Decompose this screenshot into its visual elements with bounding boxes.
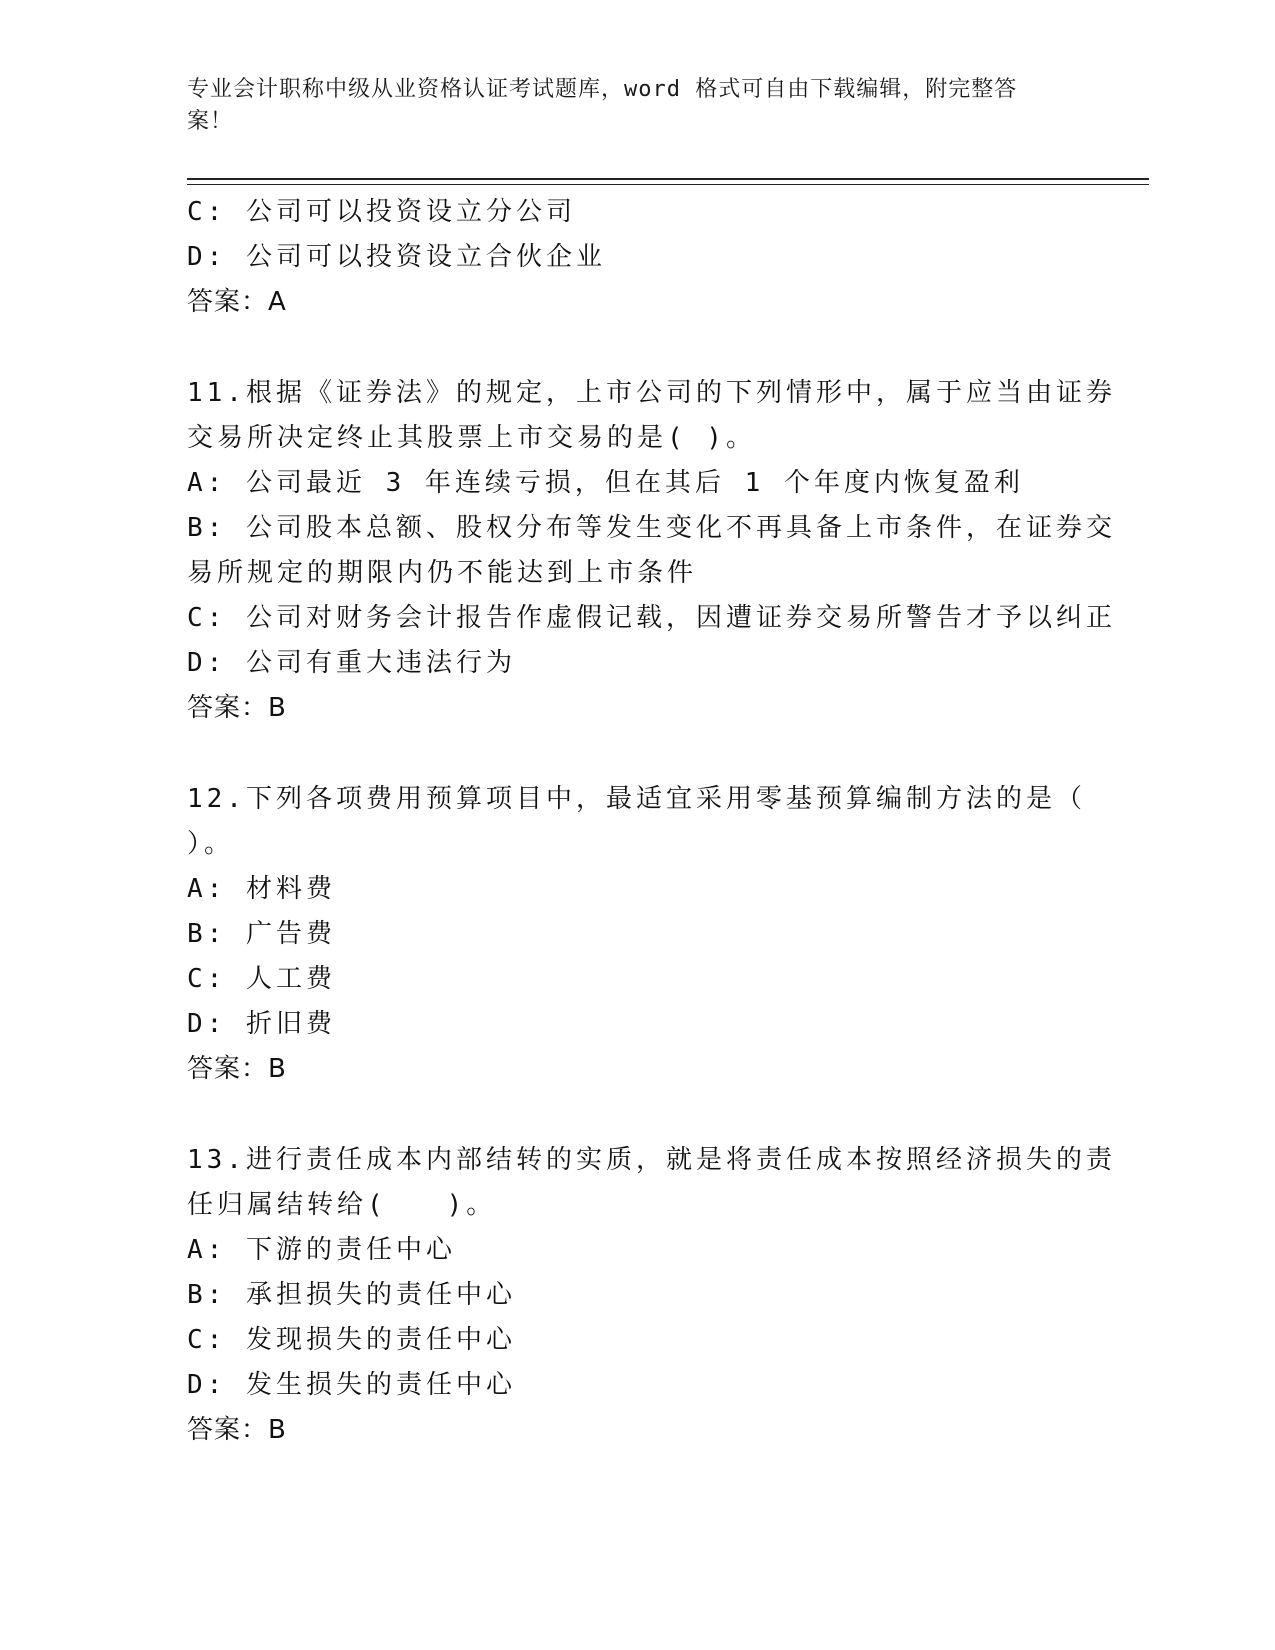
- header-line: 案！: [187, 109, 234, 134]
- option-a: A: 下游的责任中心: [187, 1235, 456, 1265]
- question-stem: 11.根据《证券法》的规定，上市公司的下列情形中，属于应当由证券: [187, 378, 1116, 408]
- question-stem: 交易所决定终止其股票上市交易的是( )。: [187, 423, 756, 453]
- answer-line: [187, 686, 1087, 731]
- option-b: B: 承担损失的责任中心: [187, 1280, 516, 1310]
- option-a: A: 公司最近 3 年连续亏损，但在其后 1 个年度内恢复盈利: [187, 468, 1024, 498]
- option-c: C: 发现损失的责任中心: [187, 1325, 516, 1355]
- answer-value: B: [268, 693, 287, 723]
- answer-label: 答案：: [187, 287, 269, 317]
- question-block-12: [187, 777, 1087, 1092]
- spacer: [187, 325, 1087, 371]
- spacer: [187, 1092, 1087, 1138]
- option-b: B: 广告费: [187, 919, 336, 949]
- answer-label: 答案：: [187, 693, 269, 723]
- header-line: 专业会计职称中级从业资格认证考试题库，word 格式可自由下载编辑，附完整答: [187, 77, 1018, 102]
- option-c: C: 公司对财务会计报告作虚假记载，因遭证券交易所警告才予以纠正: [187, 603, 1116, 633]
- header-divider-thick: [187, 178, 1149, 180]
- option-d: D: 公司有重大违法行为: [187, 648, 516, 678]
- question-stem: ）。: [187, 829, 235, 859]
- question-block-13: [187, 1138, 1116, 1453]
- answer-value: A: [268, 287, 287, 317]
- spacer: [187, 731, 1087, 777]
- answer-line: [187, 1047, 1087, 1092]
- option-b-continued: 易所规定的期限内仍不能达到上市条件: [187, 558, 698, 588]
- answer-value: B: [268, 1415, 287, 1445]
- page-header: [187, 74, 1067, 138]
- option-c: C: 人工费: [187, 964, 336, 994]
- header-divider-thin: [187, 184, 1149, 185]
- answer-line: [187, 280, 1087, 325]
- option-c: C: 公司可以投资设立分公司: [187, 197, 576, 227]
- question-stem: 13.进行责任成本内部结转的实质，就是将责任成本按照经济损失的责: [187, 1145, 1116, 1175]
- question-list: [187, 190, 1116, 1453]
- question-block-11: [187, 371, 1116, 731]
- option-d: D: 公司可以投资设立合伙企业: [187, 242, 606, 272]
- option-b: B: 公司股本总额、股权分布等发生变化不再具备上市条件，在证券交: [187, 513, 1116, 543]
- answer-line: [187, 1408, 1087, 1453]
- answer-value: B: [268, 1054, 287, 1084]
- answer-label: 答案：: [187, 1054, 269, 1084]
- question-stem: 任归属结转给( )。: [187, 1190, 497, 1220]
- option-d: D: 发生损失的责任中心: [187, 1370, 516, 1400]
- option-d: D: 折旧费: [187, 1009, 336, 1039]
- option-a: A: 材料费: [187, 874, 336, 904]
- question-stem: 12.下列各项费用预算项目中，最适宜采用零基预算编制方法的是（: [187, 784, 1086, 814]
- answer-label: 答案：: [187, 1415, 269, 1445]
- question-block-continued: [187, 190, 1087, 325]
